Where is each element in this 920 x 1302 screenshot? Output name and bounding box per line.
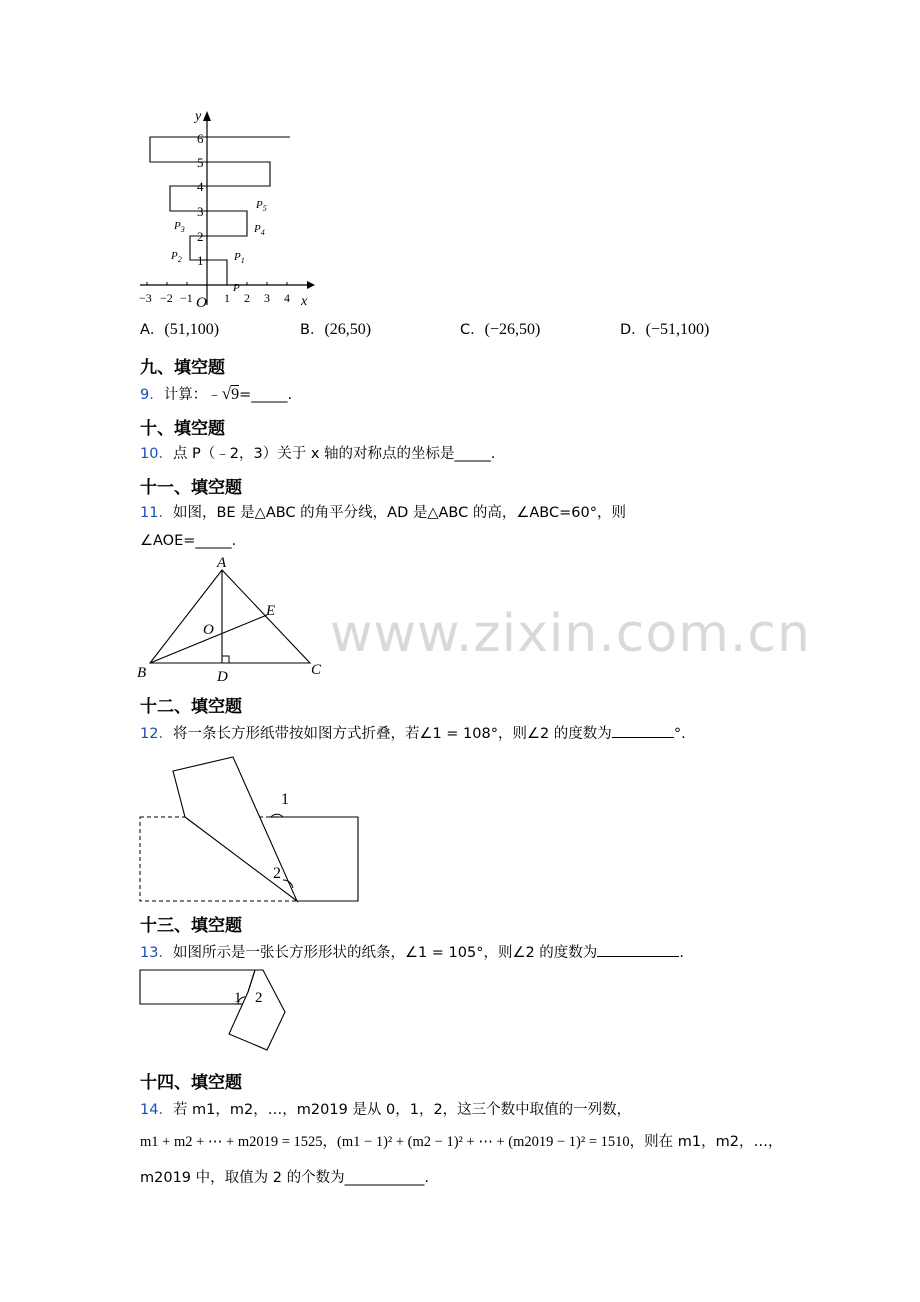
choice-a-letter: A． bbox=[140, 322, 165, 338]
choice-d-value: (−51,100) bbox=[645, 321, 710, 338]
x-tick-2: 2 bbox=[244, 291, 250, 305]
section-heading-9: 九、填空题 bbox=[140, 358, 225, 378]
question-11-text-line1: 如图，BE 是△ABC 的角平分线，AD 是△ABC 的高，∠ABC=60°，则 bbox=[172, 505, 626, 521]
angle-1-label-13: 1 bbox=[234, 990, 242, 1006]
point-p: P bbox=[233, 282, 240, 294]
point-p1: $P_1$ bbox=[234, 251, 245, 265]
point-p5: $P_5$ bbox=[256, 199, 267, 213]
question-14-text-line2-tail: ，则在 m1，m2，…， bbox=[629, 1134, 783, 1150]
question-10-text: 点 P（﹣2，3）关于 x 轴的对称点的坐标是_____. bbox=[172, 446, 496, 462]
y-tick-5: 5 bbox=[197, 155, 204, 170]
coordinate-spiral-figure bbox=[135, 105, 315, 315]
folded-strip-figure-13 bbox=[135, 962, 295, 1062]
section-heading-13: 十三、填空题 bbox=[140, 916, 242, 936]
question-10 bbox=[140, 444, 495, 464]
point-o: O bbox=[203, 622, 214, 638]
question-9-radicand: 9 bbox=[231, 386, 240, 403]
x-tick-neg1: −1 bbox=[180, 291, 193, 305]
question-12-text-before: 将一条长方形纸带按如图方式折叠，若∠1 = 108°，则∠2 的度数为 bbox=[172, 726, 612, 742]
question-14-square-equation: (m1 − 1)² + (m2 − 1)² + ⋯ + (m2019 − 1)² = 1510 bbox=[337, 1134, 630, 1150]
x-tick-neg3: −3 bbox=[139, 291, 152, 305]
question-13-number: 13． bbox=[140, 945, 173, 961]
question-13-text-before: 如图所示是一张长方形形状的纸条，∠1 = 105°，则∠2 的度数为 bbox=[172, 945, 598, 961]
vertex-c: C bbox=[311, 662, 322, 678]
choice-a-value: (51,100) bbox=[164, 321, 220, 338]
point-p2: $P_2$ bbox=[171, 250, 182, 264]
choice-d-letter: D． bbox=[620, 322, 646, 338]
y-tick-1: 1 bbox=[197, 253, 204, 268]
point-d: D bbox=[217, 669, 228, 685]
angle-2-label: 2 bbox=[273, 865, 281, 882]
vertex-a: A bbox=[217, 555, 227, 571]
point-p3: $P_3$ bbox=[174, 220, 185, 234]
watermark: www.zixin.com.cn bbox=[330, 604, 811, 664]
vertex-b: B bbox=[137, 665, 147, 681]
angle-2-label-13: 2 bbox=[255, 990, 263, 1006]
choice-b-value: (26,50) bbox=[324, 321, 372, 338]
choice-d[interactable] bbox=[620, 318, 709, 339]
question-13-text-after: . bbox=[679, 945, 684, 961]
section-heading-14: 十四、填空题 bbox=[140, 1073, 242, 1093]
origin-label: O bbox=[196, 295, 207, 311]
question-14-line1 bbox=[140, 1100, 631, 1120]
question-11-line2: ∠AOE=_____. bbox=[140, 533, 237, 549]
question-14-line3: m2019 中，取值为 2 的个数为___________. bbox=[140, 1170, 429, 1186]
y-tick-6: 6 bbox=[197, 131, 204, 146]
sqrt-symbol: √ bbox=[221, 384, 232, 403]
point-p4: $P_4$ bbox=[254, 223, 265, 237]
folded-strip-figure-12 bbox=[135, 755, 365, 905]
question-14-sum-equation: m1 + m2 + ⋯ + m2019 = 1525 bbox=[140, 1134, 323, 1150]
question-12-blank[interactable] bbox=[612, 723, 674, 738]
question-11-line1 bbox=[140, 503, 626, 523]
question-13 bbox=[140, 942, 684, 963]
y-tick-4: 4 bbox=[197, 179, 204, 194]
question-12 bbox=[140, 723, 686, 744]
question-9 bbox=[140, 384, 292, 405]
angle-1-label: 1 bbox=[281, 791, 289, 808]
choice-c-value: (−26,50) bbox=[484, 321, 541, 338]
choice-c-letter: C． bbox=[460, 322, 485, 338]
choice-a[interactable] bbox=[140, 318, 219, 339]
point-e: E bbox=[266, 603, 276, 619]
question-12-text-after: °. bbox=[673, 726, 686, 742]
question-10-number: 10． bbox=[140, 446, 173, 462]
y-tick-2: 2 bbox=[197, 229, 204, 244]
section-heading-12: 十二、填空题 bbox=[140, 697, 242, 717]
triangle-figure bbox=[135, 553, 335, 688]
question-11-number: 11． bbox=[140, 505, 173, 521]
choice-b-letter: B． bbox=[300, 322, 325, 338]
x-tick-4: 4 bbox=[284, 291, 290, 305]
x-tick-neg2: −2 bbox=[160, 291, 173, 305]
choice-c[interactable] bbox=[460, 318, 540, 339]
x-tick-3: 3 bbox=[264, 291, 270, 305]
x-tick-1: 1 bbox=[224, 291, 230, 305]
y-axis-label: y bbox=[195, 109, 202, 124]
question-9-number: 9． bbox=[140, 387, 164, 403]
section-heading-10: 十、填空题 bbox=[140, 419, 225, 439]
x-axis-label: x bbox=[301, 294, 308, 309]
choice-b[interactable] bbox=[300, 318, 371, 339]
question-13-blank[interactable] bbox=[597, 942, 679, 957]
question-14-line2: m1 + m2 + ⋯ + m2019 = 1525，(m1 − 1)² + (m2 − 1)² + ⋯ + (m2019 − 1)² = 1510，则在 m1，m2，…， bbox=[140, 1134, 783, 1150]
question-9-text-after: =_____. bbox=[239, 387, 293, 403]
question-12-number: 12． bbox=[140, 726, 173, 742]
y-tick-3: 3 bbox=[197, 204, 204, 219]
section-heading-11: 十一、填空题 bbox=[140, 478, 242, 498]
question-9-text-before: 计算：﹣ bbox=[163, 387, 222, 403]
question-14-text-line1: 若 m1，m2，…，m2019 是从 0，1，2，这三个数中取值的一列数， bbox=[172, 1102, 632, 1118]
question-14-number: 14． bbox=[140, 1102, 173, 1118]
